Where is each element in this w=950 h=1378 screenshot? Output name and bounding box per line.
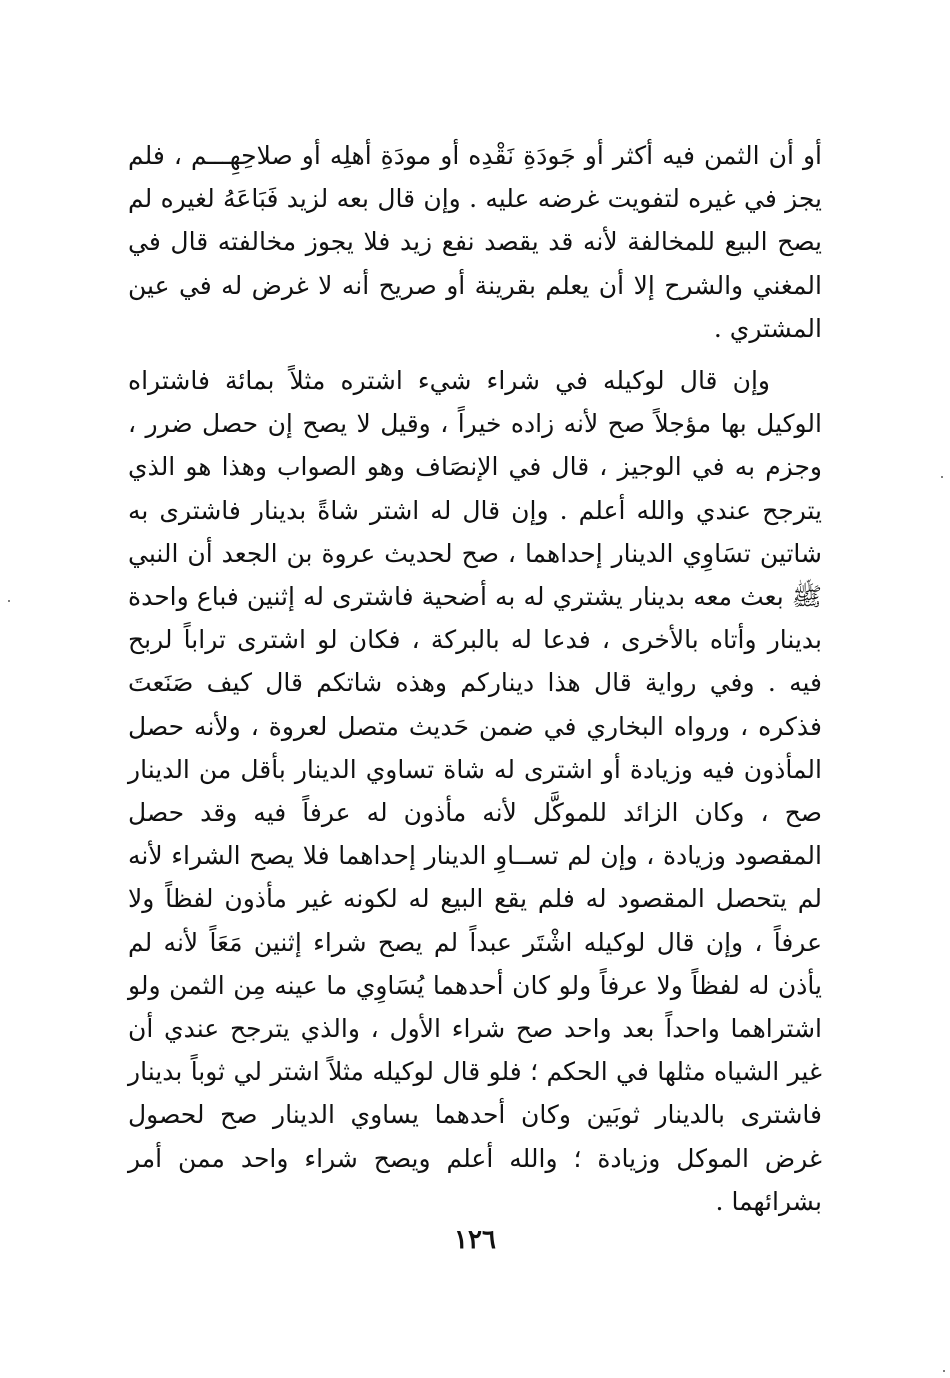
scan-speck: [943, 1370, 945, 1372]
paragraph-2: وإن قال لوكيله في شراء شيء اشتره مثلاً بمائة فاشتراه الوكيل بها مؤجلاً صح لأنه زاده خيراً ، وقيل لا يصح إن حصل ضرر ، وجزم به في الوجيز ، قال في الإنصَاف وهو الصواب وهذا هو الذي يترجح عندي والله أعلم . وإن قال له اشتر شاةً بدينار فاشترى به شاتين تسَاوِي الدينار إحداهما ، صح لحديث عروة بن الجعد أن النبي ﷺ بعث معه بدينار يشتري له به أضحية فاشترى له إثنين فباع واحدة بدينار وأتاه بالأخرى ، فدعا له بالبركة ، فكان لو اشترى تراباً لربح فيه . وفي رواية قال هذا دينارکم وهذه شاتكم قال كيف صَنَعتَ فذكره ، ورواه البخاري في ضمن حَديث متصل لعروة ، ولأنه حصل المأذون فيه وزيادة أو اشترى له شاة تساوي الدينار بأقل من الدينار صح ، وكان الزائد للموكَّل لأنه مأذون له عرفاً فيه وقد حصل المقصود وزيادة ، وإن لم تســاوِ الدينار إحداهما فلا يصح الشراء لأنه لم يتحصل المقصود له فلم يقع البيع له لكونه غير مأذون لفظاً ولا عرفاً ، وإن قال لوكيله اشْتَر عبداً لم يصح شراء إثنين مَعَاً لأنه لم يأذن له لفظاً ولا عرفاً ولو كان أحدهما يُسَاوِي ما عينه مِن الثمن ولو اشتراهما واحداً بعد واحد صح شراء الأول ، والذي يترجح عندي أن غير الشياه مثلها في الحكم ؛ فلو قال لوكيله مثلاً اشتر لي ثوباً بدينار فاشترى بالدينار ثوبَين وكان أحدهما يساوي الدينار صح لحصول غرض الموكل وزيادة ؛ والله أعلم ويصح شراء واحد ممن أمر بشرائهما .: [128, 366, 822, 1216]
scan-speck: [8, 600, 10, 602]
page-number: ١٢٦: [454, 1225, 496, 1255]
body-text: [128, 134, 822, 1223]
scan-speck: [941, 476, 943, 478]
paragraph-1: أو أن الثمن فيه أكثر أو جَودَةِ نَقْدِه أو مودَةِ أهلِه أو صلاحِهِـــم ، فلم يجز في غيره لتفويت غرضه عليه . وإن قال بعه لزيد فَبَاعَهُ لغيره لم يصح البيع للمخالفة لأنه قد يقصد نفع زيد فلا يجوز مخالفته قال في المغني والشرح إلا أن يعلم بقرينة أو صريح أنه لا غرض له في عين المشتري .: [128, 141, 822, 343]
